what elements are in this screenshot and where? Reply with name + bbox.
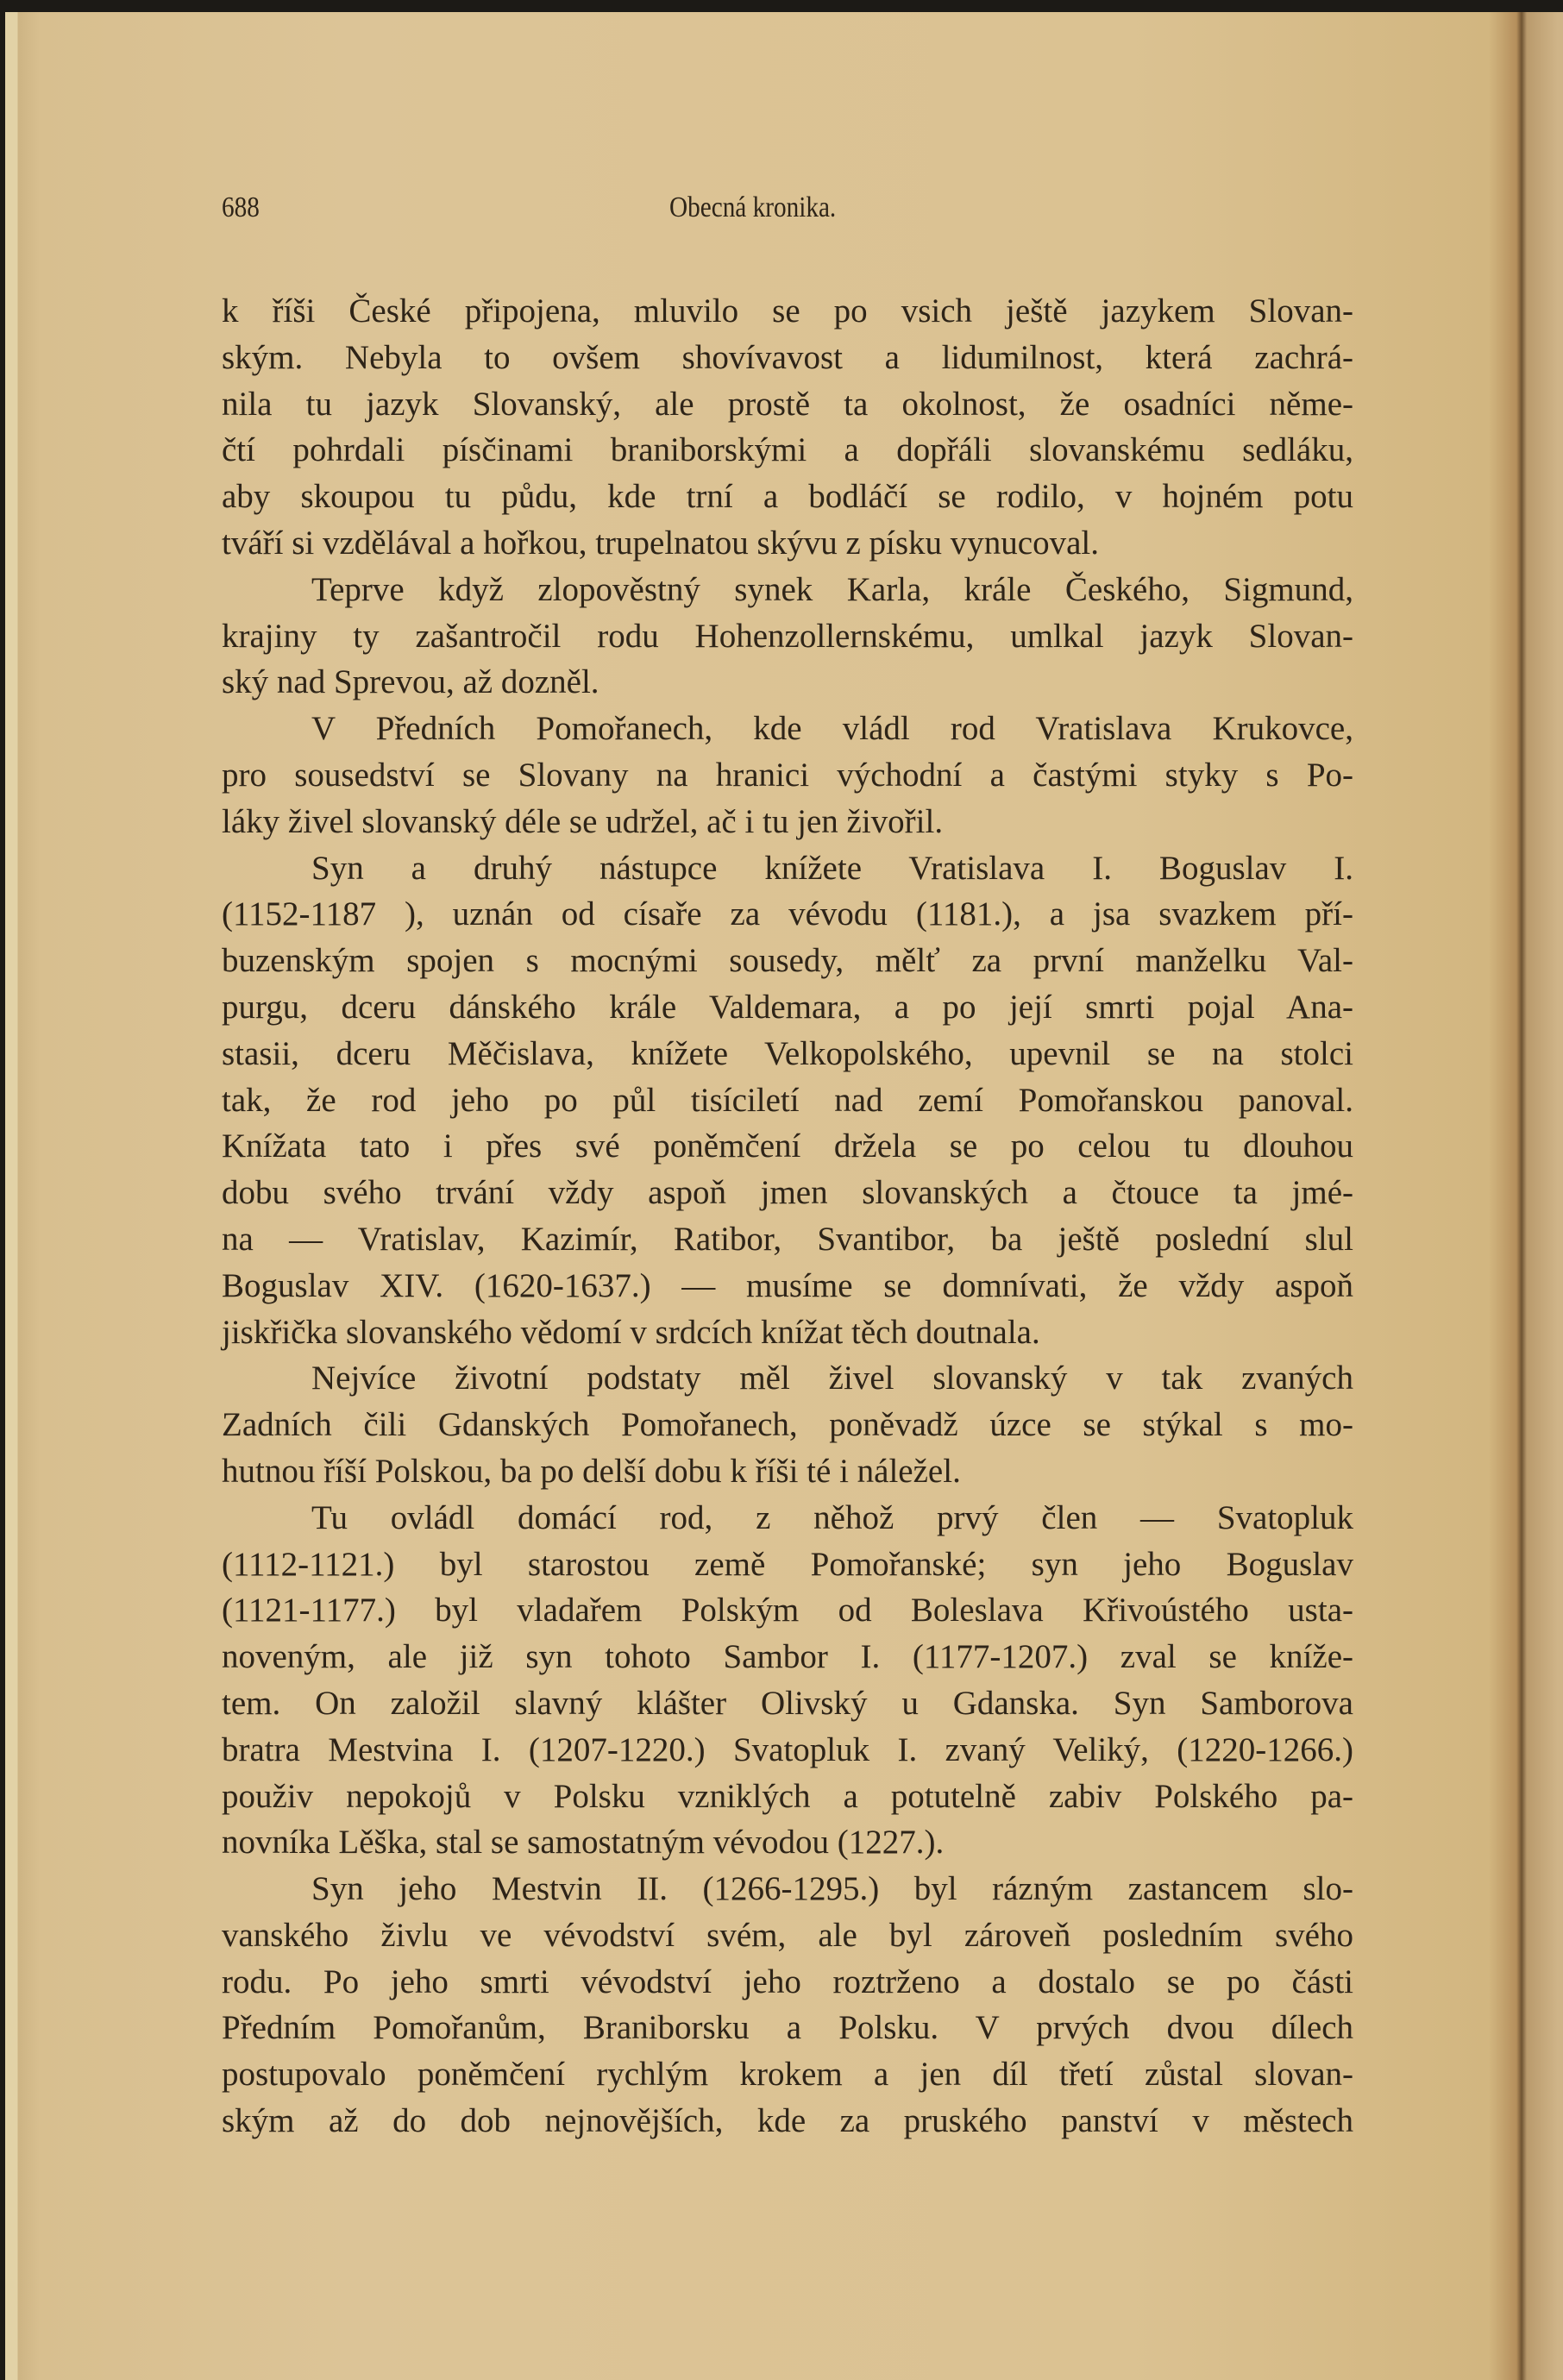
- text-line: Tu ovládl domácí rod, z něhož prvý člen — Svatopluk: [311, 1498, 1353, 1536]
- page-number: 688: [222, 192, 260, 223]
- paragraph: [222, 288, 1353, 567]
- text-line: Nejvíce životní podstaty měl živel slovanský v tak zvaných: [311, 1360, 1353, 1397]
- text-line: pro sousedství se Slovany na hranici východní a častými styky s Po-: [222, 756, 1353, 794]
- text-line: novníka Lěška, stal se samostatným vévodou (1227.).: [222, 1824, 945, 1862]
- paragraph: [222, 706, 1353, 845]
- running-title: Obecná kronika.: [669, 192, 837, 223]
- text-line: ským. Nebyla to ovšem shovívavost a lidumilnost, která zachrá-: [222, 338, 1353, 376]
- text-line: dobu svého trvání vždy aspoň jmen slovanských a čtouce ta jmé-: [222, 1174, 1353, 1212]
- text-line: jiskřička slovanského vědomí v srdcích knížat těch doutnala.: [222, 1313, 1040, 1351]
- text-line: noveným, ale již syn tohoto Sambor I. (1177-1207.) zval se kníže-: [222, 1638, 1353, 1676]
- text-line: (1152-1187 ), uznán od císaře za vévodu (1181.), a jsa svazkem pří-: [222, 895, 1353, 933]
- text-line: ský nad Sprevou, až dozněl.: [222, 663, 599, 701]
- text-line: Teprve když zlopověstný synek Karla, krále Českého, Sigmund,: [311, 570, 1353, 608]
- text-line: vanského živlu ve vévodství svém, ale byl zároveň posledním svého: [222, 1916, 1353, 1954]
- text-line: Knížata tato i přes své poněmčení držela se po celou tu dlouhou: [222, 1127, 1353, 1165]
- text-line: Syn jeho Mestvin II. (1266-1295.) byl rázným zastancem slo-: [311, 1870, 1353, 1908]
- text-line: ským až do dob nejnovějších, kde za pruského panství v městech: [222, 2102, 1353, 2140]
- text-line: tváří si vzdělával a hořkou, trupelnatou skývu z písku vynucoval.: [222, 524, 1100, 562]
- text-line: tak, že rod jeho po půl tisíciletí nad zemí Pomořanskou panoval.: [222, 1081, 1353, 1119]
- text-line: purgu, dceru dánského krále Valdemara, a po její smrti pojal Ana-: [222, 988, 1353, 1026]
- text-line: hutnou říší Polskou, ba po delší dobu k říši té i náležel.: [222, 1452, 961, 1490]
- paragraph: [222, 1355, 1353, 1494]
- text-line: Boguslav XIV. (1620-1637.) — musíme se domnívati, že vždy aspoň: [222, 1266, 1353, 1304]
- text-line: (1112-1121.) byl starostou země Pomořanské; syn jeho Boguslav: [222, 1545, 1353, 1583]
- text-line: Zadních čili Gdanských Pomořanech, poněvadž úzce se stýkal s mo-: [222, 1406, 1353, 1444]
- text-line: Předním Pomořanům, Braniborsku a Polsku. V prvých dvou dílech: [222, 2009, 1353, 2047]
- text-line: stasii, dceru Měčislava, knížete Velkopolského, upevnil se na stolci: [222, 1034, 1353, 1072]
- text-line: buzenským spojen s mocnými sousedy, mělť za první manželku Val-: [222, 942, 1353, 980]
- text-line: na — Vratislav, Kazimír, Ratibor, Svantibor, ba ještě poslední slul: [222, 1220, 1353, 1258]
- text-line: čtí pohrdali písčinami braniborskými a dopřáli slovanskému sedláku,: [222, 431, 1353, 469]
- paragraph: [222, 845, 1353, 1356]
- text-line: tem. On založil slavný klášter Olivský u Gdanska. Syn Samborova: [222, 1684, 1353, 1722]
- text-line: rodu. Po jeho smrti vévodství jeho roztrženo a dostalo se po části: [222, 1962, 1353, 2000]
- text-line: V Předních Pomořanech, kde vládl rod Vratislava Krukovce,: [311, 710, 1353, 748]
- book-page: [5, 12, 1563, 2380]
- paragraph: [222, 567, 1353, 706]
- text-line: postupovalo poněmčení rychlým krokem a jen díl třetí zůstal slovan-: [222, 2056, 1353, 2094]
- paragraph: [222, 1866, 1353, 2145]
- text-line: (1121-1177.) byl vladařem Polským od Boleslava Křivoústého usta-: [222, 1592, 1353, 1630]
- text-line: krajiny ty zašantročil rodu Hohenzollernskému, umlkal jazyk Slovan-: [222, 617, 1353, 655]
- text-line: Syn a druhý nástupce knížete Vratislava I. Boguslav I.: [311, 849, 1353, 887]
- text-line: nila tu jazyk Slovanský, ale prostě ta okolnost, že osadníci něme-: [222, 385, 1353, 423]
- text-line: láky živel slovanský déle se udržel, ač i tu jen živořil.: [222, 802, 944, 840]
- text-line: bratra Mestvina I. (1207-1220.) Svatopluk I. zvaný Veliký, (1220-1266.): [222, 1730, 1353, 1768]
- paragraph: [222, 1495, 1353, 1866]
- text-line: aby skoupou tu půdu, kde trní a bodláčí se rodilo, v hojném potu: [222, 478, 1353, 516]
- body-text: [222, 288, 1353, 2145]
- text-line: k říši České připojena, mluvilo se po vsich ještě jazykem Slovan-: [222, 292, 1353, 330]
- text-line: použiv nepokojů v Polsku vzniklých a potutelně zabiv Polského pa-: [222, 1777, 1353, 1815]
